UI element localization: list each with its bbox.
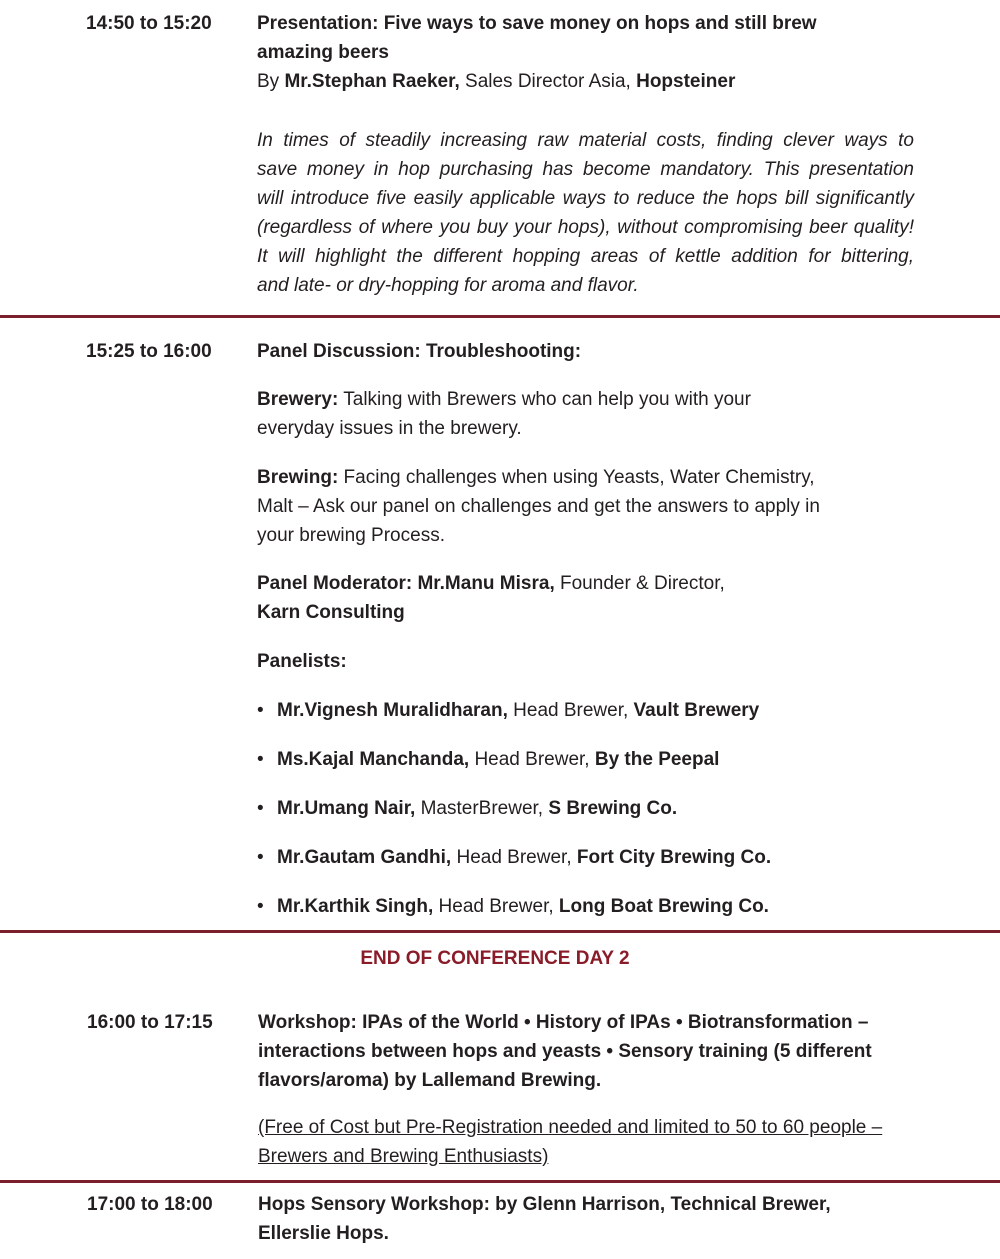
abstract-line: save money in hop purchasing has become mandatory. This presentation bbox=[257, 159, 914, 180]
abstract-line: It will highlight the different hopping areas of kettle addition for bittering, bbox=[257, 246, 914, 267]
session-time: 14:50 to 15:20 bbox=[86, 13, 212, 34]
panelist-name: Mr.Umang Nair, bbox=[277, 798, 416, 819]
bullet-icon: • bbox=[257, 896, 264, 917]
brewing-text: Facing challenges when using Yeasts, Water Chemistry, bbox=[338, 467, 815, 488]
panelist-name: Mr.Gautam Gandhi, bbox=[277, 847, 452, 868]
brewery-text-cont: everyday issues in the brewery. bbox=[257, 418, 522, 439]
brewery-text: Talking with Brewers who can help you with your bbox=[338, 389, 751, 410]
list-item bbox=[257, 794, 677, 823]
registration-note bbox=[258, 1113, 914, 1171]
session-time: 15:25 to 16:00 bbox=[86, 341, 212, 362]
panelist-role: Head Brewer, bbox=[451, 847, 577, 868]
moderator-role: Founder & Director, bbox=[554, 573, 725, 594]
bullet-icon: • bbox=[257, 700, 264, 721]
list-item bbox=[257, 892, 769, 921]
brewing-text-cont: your brewing Process. bbox=[257, 525, 445, 546]
panelist-name: Ms.Kajal Manchanda, bbox=[277, 749, 470, 770]
panelists-label: Panelists: bbox=[257, 651, 347, 672]
session-title-cont: flavors/aroma) by Lallemand Brewing. bbox=[258, 1070, 602, 1091]
session-block bbox=[258, 1190, 914, 1248]
bullet-icon: • bbox=[257, 847, 264, 868]
panelists-heading bbox=[257, 647, 914, 676]
panelist-company: By the Peepal bbox=[594, 749, 720, 770]
session-block bbox=[258, 1008, 914, 1095]
session-title-cont: Ellerslie Hops. bbox=[258, 1223, 389, 1244]
abstract-line: and late- or dry-hopping for aroma and flavor. bbox=[257, 275, 639, 296]
session-time: 16:00 to 17:15 bbox=[87, 1012, 213, 1033]
moderator-paragraph bbox=[257, 569, 914, 627]
speaker-line bbox=[257, 67, 914, 96]
abstract-line: In times of steadily increasing raw material costs, finding clever ways to bbox=[257, 130, 914, 151]
panelist-name: Mr.Vignesh Muralidharan, bbox=[277, 700, 508, 721]
abstract-line: (regardless of where you buy your hops), without compromising beer quality! bbox=[257, 217, 914, 238]
session-title: Presentation: Five ways to save money on hops and still brew bbox=[257, 13, 817, 34]
session-title: Workshop: IPAs of the World • History of IPAs • Biotransformation – bbox=[258, 1012, 869, 1033]
section-divider bbox=[0, 1180, 1000, 1183]
panelist-company: Vault Brewery bbox=[633, 700, 760, 721]
panelist-role: Head Brewer, bbox=[469, 749, 595, 770]
brewing-text-cont: Malt – Ask our panel on challenges and get the answers to apply in bbox=[257, 496, 820, 517]
section-divider bbox=[0, 315, 1000, 318]
session-title: Hops Sensory Workshop: by Glenn Harrison, Technical Brewer, bbox=[258, 1194, 831, 1215]
bullet-icon: • bbox=[257, 749, 264, 770]
brewing-label: Brewing: bbox=[257, 467, 339, 488]
registration-note-line: Brewers and Brewing Enthusiasts) bbox=[258, 1146, 549, 1167]
speaker-role: Sales Director Asia, bbox=[459, 71, 637, 92]
panelist-role: Head Brewer, bbox=[507, 700, 634, 721]
bullet-icon: • bbox=[257, 798, 264, 819]
section-divider bbox=[0, 930, 1000, 933]
panelist-name: Mr.Karthik Singh, bbox=[277, 896, 434, 917]
session-abstract bbox=[257, 126, 914, 300]
end-of-day-banner: END OF CONFERENCE DAY 2 bbox=[360, 948, 630, 969]
panelist-role: MasterBrewer, bbox=[415, 798, 549, 819]
session-block bbox=[257, 9, 914, 96]
session-title bbox=[257, 337, 914, 366]
registration-note-line: (Free of Cost but Pre-Registration needed and limited to 50 to 60 people – bbox=[258, 1117, 883, 1138]
brewery-paragraph bbox=[257, 385, 914, 443]
brewing-paragraph bbox=[257, 463, 914, 550]
panel-title: Panel Discussion: Troubleshooting: bbox=[257, 341, 582, 362]
by-text: By bbox=[257, 71, 285, 92]
session-title-cont: interactions between hops and yeasts • Sensory training (5 different bbox=[258, 1041, 872, 1062]
session-time: 17:00 to 18:00 bbox=[87, 1194, 213, 1215]
moderator-label: Panel Moderator: Mr.Manu Misra, bbox=[257, 573, 555, 594]
panelist-company: Long Boat Brewing Co. bbox=[558, 896, 769, 917]
abstract-line: will introduce five easily applicable ways to reduce the hops bill significantly bbox=[257, 188, 914, 209]
panelist-company: Fort City Brewing Co. bbox=[576, 847, 772, 868]
panelist-role: Head Brewer, bbox=[433, 896, 559, 917]
speaker-name: Mr.Stephan Raeker, bbox=[284, 71, 460, 92]
moderator-company: Karn Consulting bbox=[257, 602, 405, 623]
list-item bbox=[257, 843, 771, 872]
session-title-cont: amazing beers bbox=[257, 42, 389, 63]
brewery-label: Brewery: bbox=[257, 389, 339, 410]
list-item bbox=[257, 745, 719, 774]
speaker-company: Hopsteiner bbox=[636, 71, 736, 92]
panelist-company: S Brewing Co. bbox=[548, 798, 678, 819]
list-item bbox=[257, 696, 759, 725]
